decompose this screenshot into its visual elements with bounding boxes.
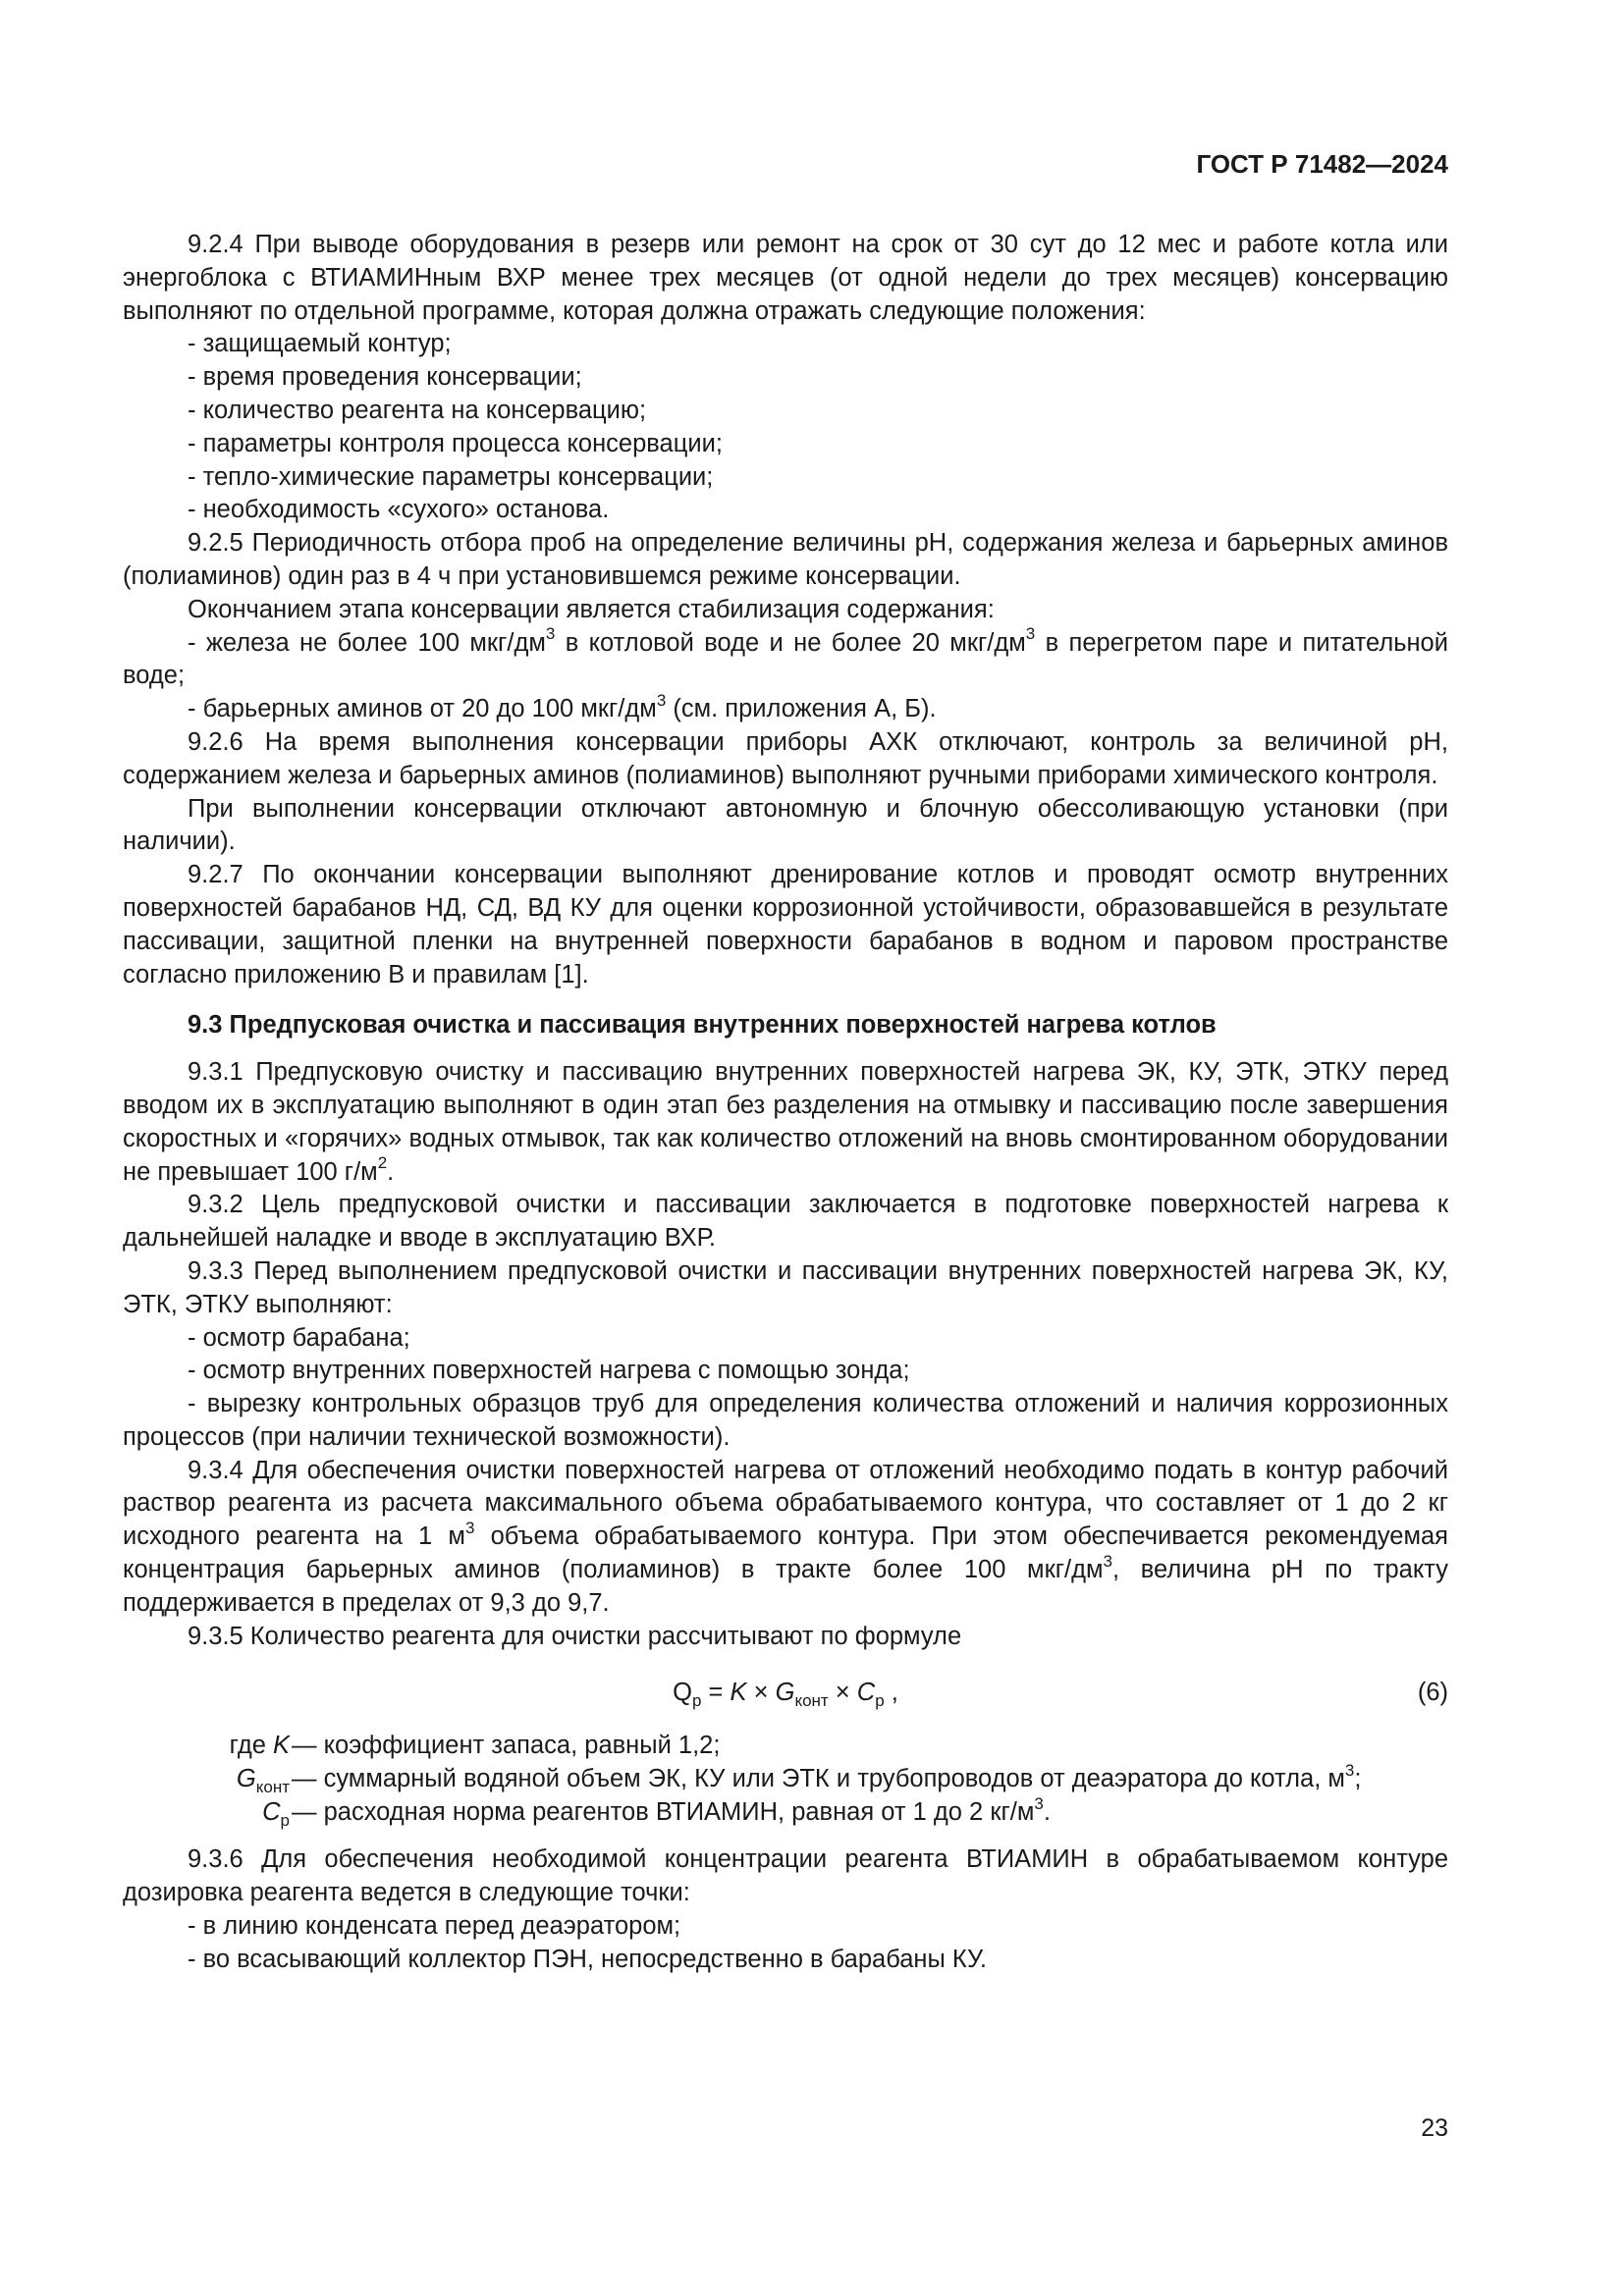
paragraph-9-3-2: 9.3.2 Цель предпусковой очистки и пассивации заключается в подготовке поверхностей нагрева к дальнейшей наладке и вводе в эксплуатацию ВХР. (123, 1191, 1448, 1253)
document-body (123, 229, 1448, 1977)
paragraph-9-3-4: 9.3.4 Для обеспечения очистки поверхностей нагрева от отложений необходимо подать в контур рабочий раствор реагента из расчета максимального объема обрабатываемого контура, что составляет от 1 до 2 кг исходного реагента на 1 $м^3$ объема обрабатываемого контура. При этом обеспечивается рекомендуемая концентрация барьерных аминов (полиаминов) в тракте более 100 мкг/$дм^3$, величина pH по тракту поддерживается в пределах от 9,3 до 9,7. (123, 1456, 1448, 1617)
list-item: - тепло-химические параметры консервации; (188, 462, 714, 491)
list-item: - количество реагента на консервацию; (188, 396, 647, 424)
document-header: ГОСТ Р 71482—2024 (1196, 149, 1448, 179)
list-item: - осмотр внутренних поверхностей нагрева с помощью зонда; (188, 1357, 910, 1385)
paragraph-9-2-5: 9.2.5 Периодичность отбора проб на определение величины pH, содержания железа и барьерных аминов (полиаминов) один раз в 4 ч при установившемся режиме консервации. (123, 529, 1448, 590)
paragraph-9-2-5-end: Окончанием этапа консервации является стабилизация содержания: (188, 595, 995, 623)
paragraph-9-3-6: 9.3.6 Для обеспечения необходимой концентрации реагента ВТИАМИН в обрабатываемом контуре дозировка реагента ведется в следующие точки: (123, 1845, 1448, 1907)
formula-expression: $Q_p = K \times G_{конт} \times C_p$ , (673, 1679, 898, 1711)
list-item: - необходимость «сухого» останова. (188, 496, 610, 524)
paragraph-9-3-5: 9.3.5 Количество реагента для очистки рассчитывают по формуле (188, 1622, 962, 1650)
paragraph-9-2-6: 9.2.6 На время выполнения консервации приборы АХК отключают, контроль за величиной pH, содержанием железа и барьерных аминов (полиаминов) выполняют ручными приборами химического контроля. (123, 727, 1448, 789)
formula-number: (6) (1417, 1679, 1448, 1707)
list-item: - вырезку контрольных образцов труб для определения количества отложений и наличия коррозионных процессов (при наличии технической возможности). (123, 1390, 1448, 1451)
paragraph-9-2-4: 9.2.4 При выводе оборудования в резерв или ремонт на срок от 30 сут до 12 мес и работе котла или энергоблока с ВТИАМИНным ВХР менее трех месяцев (от одной недели до трех месяцев) консервацию выполняют по отдельной программе, которая должна отражать следующие положения: (123, 231, 1448, 325)
list-item: - осмотр барабана; (188, 1323, 410, 1352)
list-item: - параметры контроля процесса консервации; (188, 429, 723, 457)
section-heading-9-3: 9.3 Предпусковая очистка и пассивация внутренних поверхностей нагрева котлов (188, 1011, 1217, 1040)
legend-row: где K — коэффициент запаса, равный 1,2; (229, 1732, 721, 1760)
list-item: - защищаемый контур; (188, 330, 452, 358)
paragraph-9-2-6-b: При выполнении консервации отключают автономную и блочную обессоливающую установки (при наличии). (123, 794, 1448, 856)
page-number: 23 (1421, 2114, 1448, 2142)
legend-row: $C_p$ — расходная норма реагентов ВТИАМИН, равная от 1 до 2 $кг/м^3$. (262, 1793, 1051, 1831)
list-item-iron: - железа не более 100 мкг/$дм^3$ в котловой воде и не более 20 мкг/$дм^3$ в перегретом паре и питательной воде; (123, 624, 1448, 690)
formula-legend (123, 1730, 1448, 1830)
list-item: - в линию конденсата перед деаэратором; (188, 1912, 681, 1941)
list-item: - время проведения консервации; (188, 363, 582, 392)
legend-row: $G_{конт}$ — суммарный водяной объем ЭК, КУ или ЭТК и трубопроводов от деаэратора до котла, $м^3$; (236, 1760, 1362, 1797)
paragraph-9-3-3: 9.3.3 Перед выполнением предпусковой очистки и пассивации внутренних поверхностей нагрева ЭК, КУ, ЭТК, ЭТКУ выполняют: (123, 1256, 1448, 1318)
paragraph-9-3-1: 9.3.1 Предпусковую очистку и пассивацию внутренних поверхностей нагрева ЭК, КУ, ЭТК, ЭТКУ перед вводом их в эксплуатацию выполняют в один этап без разделения на отмывку и пассивацию после завершения скоростных и «горячих» водных отмывок, так как количество отложений на вновь смонтированном оборудовании не превышает 100 $г/м^2$. (123, 1058, 1448, 1186)
list-item: - во всасывающий коллектор ПЭН, непосредственно в барабаны КУ. (188, 1945, 987, 1973)
list-item-amines: - барьерных аминов от 20 до 100 мкг/$дм^3$ (см. приложения А, Б). (188, 690, 937, 723)
document-page (123, 0, 1448, 2296)
formula-6 (123, 1677, 1448, 1710)
paragraph-9-2-7: 9.2.7 По окончании консервации выполняют дренирование котлов и проводят осмотр внутренних поверхностей барабанов НД, СД, ВД КУ для оценки коррозионной устойчивости, образовавшейся в результате пассивации, защитной пленки на внутренней поверхности барабанов в водном и паровом пространстве согласно приложению В и правилам [1]. (123, 861, 1448, 988)
